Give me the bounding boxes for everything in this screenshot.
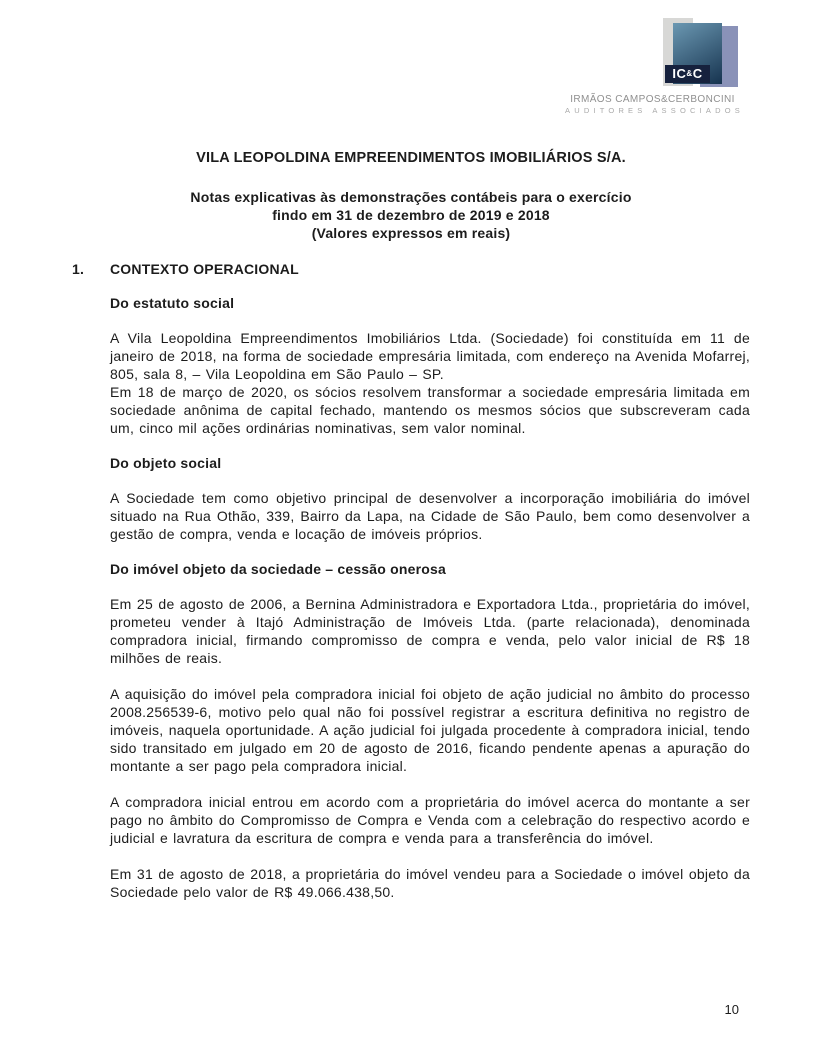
paragraph: Em 25 de agosto de 2006, a Bernina Administradora e Exportadora Ltda., proprietária do imóvel, prometeu vender à Itajó Administração de Imóveis Ltda. (parte relacionada), denominada compradora inicial, firmando compromisso de compra e venda, pelo valor inicial de R$ 18 milhões de reais.	[110, 596, 750, 666]
icc-logo	[560, 15, 745, 117]
subsection-title: Do imóvel objeto da sociedade – cessão onerosa	[110, 561, 446, 577]
paragraph: Em 31 de agosto de 2018, a proprietária do imóvel vendeu para a Sociedade o imóvel objeto da Sociedade pelo valor de R$ 49.066.438,50.	[110, 866, 750, 900]
subtitle-line-2: findo em 31 de dezembro de 2019 e 2018	[272, 207, 550, 223]
subsection-title: Do objeto social	[110, 455, 222, 471]
firm-subtitle: AUDITORES ASSOCIADOS	[565, 106, 744, 115]
paragraph: A Vila Leopoldina Empreendimentos Imobiliários Ltda. (Sociedade) foi constituída em 11 de janeiro de 2018, na forma de sociedade empresária limitada, com endereço na Avenida Mofarrej, 805, sala 8, – Vila Leopoldina em São Paulo – SP.	[110, 330, 750, 382]
subsection-objeto-social	[72, 455, 750, 543]
section-title: CONTEXTO OPERACIONAL	[110, 261, 299, 277]
subtitle-line-3: (Valores expressos em reais)	[311, 225, 511, 241]
section-number: 1.	[72, 261, 85, 277]
paragraph: A compradora inicial entrou em acordo com a proprietária do imóvel acerca do montante a ser pago no âmbito do Compromisso de Compra e Venda com a celebração do respectivo acordo e judicial e lavratura da escritura de compra e venda para a transferência do imóvel.	[110, 794, 750, 846]
subtitle-line-1: Notas explicativas às demonstrações contábeis para o exercício	[190, 189, 632, 205]
document-title: VILA LEOPOLDINA EMPREENDIMENTOS IMOBILIÁRIOS S/A.	[196, 150, 626, 166]
paragraph: A Sociedade tem como objetivo principal de desenvolver a incorporação imobiliária do imóvel situado na Rua Othão, 339, Bairro da Lapa, na Cidade de São Paulo, bem como desenvolver a gestão de compra, venda e locação de imóveis próprios.	[110, 490, 750, 542]
subsection-title: Do estatuto social	[110, 295, 235, 311]
icc-monogram	[665, 65, 710, 83]
monogram-ic: IC	[672, 66, 687, 81]
document-subtitle	[72, 188, 750, 242]
paragraph: A aquisição do imóvel pela compradora inicial foi objeto de ação judicial no âmbito do processo 2008.256539-6, motivo pelo qual não foi possível registrar a escritura definitiva no registro de imóveis, naquela oportunidade. A ação judicial foi julgada procedente à compradora inicial, tendo sido transitado em julgado em 20 de agosto de 2016, ficando pendente apenas a apuração do montante a ser pago pela compradora inicial.	[110, 686, 750, 774]
section-heading	[72, 261, 750, 278]
document-body	[72, 0, 750, 901]
monogram-ampersand: &	[686, 69, 693, 78]
monogram-c: C	[692, 66, 703, 81]
subsection-imovel-cessao-onerosa	[72, 561, 750, 901]
subsection-estatuto-social	[72, 295, 750, 437]
page-number: 10	[724, 1002, 739, 1017]
firm-name: IRMÃOS CAMPOS&CERBONCINI	[570, 94, 735, 105]
paragraph: Em 18 de março de 2020, os sócios resolvem transformar a sociedade empresária limitada em sociedade anônima de capital fechado, mantendo os mesmos sócios que subscreveram cada um, cinco mil ações ordinárias nominativas, sem valor nominal.	[110, 384, 750, 436]
